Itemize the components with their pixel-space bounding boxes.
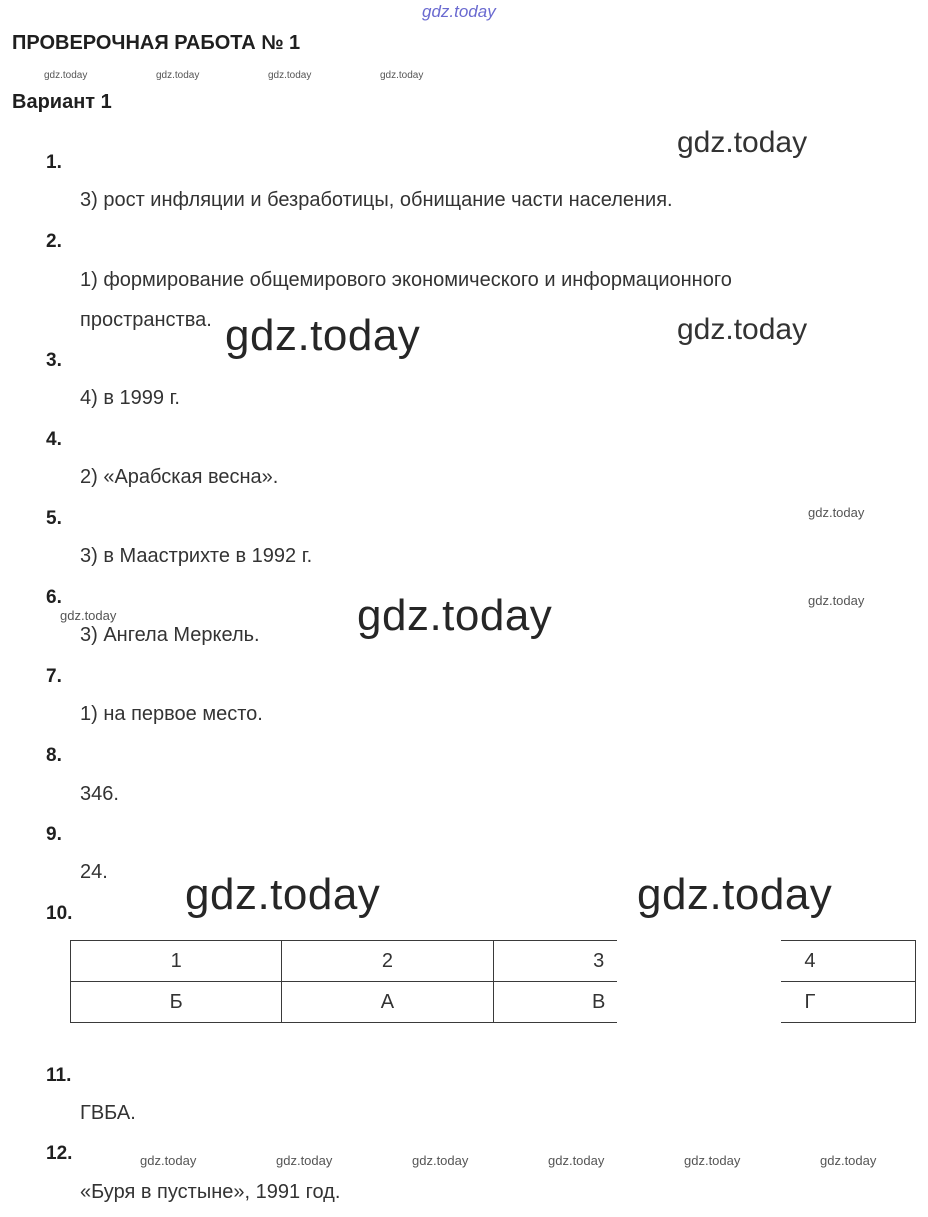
page-title: ПРОВЕРОЧНАЯ РАБОТА № 1 bbox=[12, 32, 301, 54]
question-number: 5. bbox=[46, 508, 62, 529]
table-cell: Б bbox=[71, 982, 282, 1023]
variant-heading: Вариант 1 bbox=[12, 91, 112, 113]
watermark: gdz.today bbox=[808, 593, 865, 608]
question-number: 9. bbox=[46, 824, 62, 845]
watermark: gdz.today bbox=[276, 1153, 333, 1168]
question-answer: 3) рост инфляции и безработицы, обнищание части населения. bbox=[80, 189, 673, 211]
table-cell: 2 bbox=[282, 941, 493, 982]
question-answer: 24. bbox=[80, 861, 108, 883]
watermark-tiny: gdz.today bbox=[44, 70, 88, 81]
table-cell: Г bbox=[704, 982, 915, 1023]
question-number: 7. bbox=[46, 666, 62, 687]
watermark: gdz.today bbox=[185, 870, 381, 919]
watermark: gdz.today bbox=[677, 126, 808, 159]
watermark: gdz.today bbox=[808, 505, 865, 520]
watermark-tiny: gdz.today bbox=[380, 70, 424, 81]
question-number: 10. bbox=[46, 903, 73, 924]
watermark-tiny: gdz.today bbox=[156, 70, 200, 81]
watermark: gdz.today bbox=[677, 313, 808, 346]
watermark-top: gdz.today bbox=[422, 2, 496, 21]
watermark-tiny: gdz.today bbox=[268, 70, 312, 81]
question-answer: 2) «Арабская весна». bbox=[80, 466, 279, 488]
table-cell: 1 bbox=[71, 941, 282, 982]
question-number: 11. bbox=[46, 1065, 72, 1086]
table-cell: А bbox=[282, 982, 493, 1023]
watermark: gdz.today bbox=[412, 1153, 469, 1168]
watermark: gdz.today bbox=[357, 591, 553, 640]
question-answer: 3) в Маастрихте в 1992 г. bbox=[80, 545, 313, 567]
question-answer: 4) в 1999 г. bbox=[80, 387, 180, 409]
question-number: 3. bbox=[46, 350, 62, 371]
question-number: 6. bbox=[46, 587, 62, 608]
question-answer: 1) формирование общемирового экономического и информационного bbox=[80, 269, 732, 291]
table-cell: 3 bbox=[493, 941, 704, 982]
table-cell: 4 bbox=[704, 941, 915, 982]
question-number: 1. bbox=[46, 152, 62, 173]
question-answer: 1) на первое место. bbox=[80, 703, 263, 725]
watermark: gdz.today bbox=[60, 608, 117, 623]
scan-gap bbox=[617, 934, 781, 1026]
watermark: gdz.today bbox=[548, 1153, 605, 1168]
watermark: gdz.today bbox=[140, 1153, 197, 1168]
table-row bbox=[71, 982, 916, 1023]
question-answer: 346. bbox=[80, 783, 119, 805]
question-answer: 3) Ангела Меркель. bbox=[80, 624, 260, 646]
question-number: 12. bbox=[46, 1143, 73, 1164]
table-row bbox=[71, 941, 916, 982]
question-number: 2. bbox=[46, 231, 62, 252]
matching-table bbox=[70, 940, 916, 1023]
question-number: 8. bbox=[46, 745, 62, 766]
question-answer: ГВБА. bbox=[80, 1102, 136, 1124]
watermark: gdz.today bbox=[225, 311, 421, 360]
table-cell: В bbox=[493, 982, 704, 1023]
watermark: gdz.today bbox=[820, 1153, 877, 1168]
question-answer-continuation: пространства. bbox=[80, 309, 212, 331]
question-answer: «Буря в пустыне», 1991 год. bbox=[80, 1181, 341, 1203]
watermark: gdz.today bbox=[637, 870, 833, 919]
watermark: gdz.today bbox=[684, 1153, 741, 1168]
question-number: 4. bbox=[46, 429, 62, 450]
